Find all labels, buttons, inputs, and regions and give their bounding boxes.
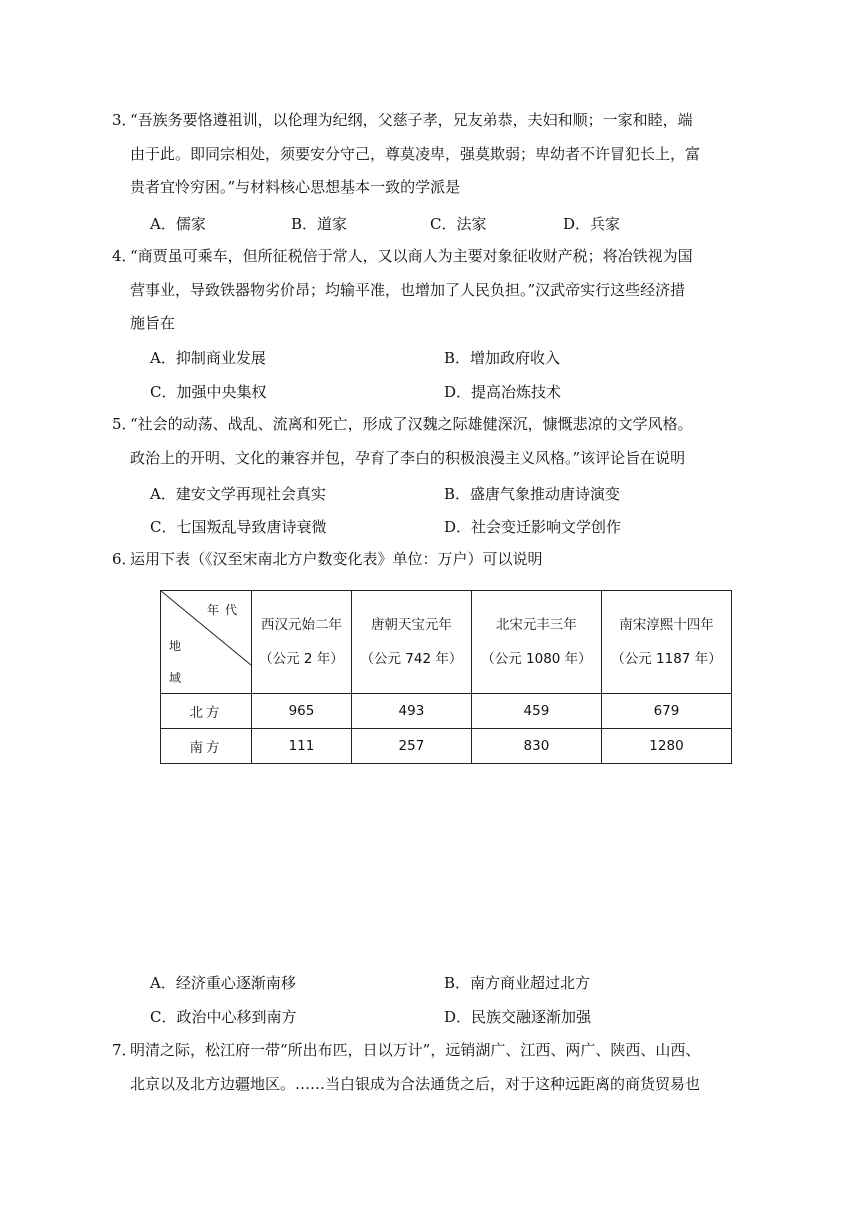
header-year: （公元 742 年） — [360, 651, 463, 667]
question-line: 施旨在 — [130, 314, 176, 332]
question-line: 明清之际，松江府一带“所出布匹，日以万计”，远销湖广、江西、两广、陕西、山西、 — [130, 1041, 701, 1059]
question-line: 运用下表（《汉至宋南北方户数变化表》单位：万户）可以说明 — [130, 550, 543, 568]
question-line: “社会的动荡、战乱、流离和死亡，形成了汉魏之际雄健深沉，慷慨悲凉的文学风格。 — [130, 415, 693, 433]
header-dynasty: 南宋淳熙十四年 — [619, 617, 714, 633]
table-cell: 459 — [471, 694, 601, 729]
table-cell: 965 — [252, 694, 352, 729]
corner-label-region-1: 地 — [169, 639, 182, 653]
question-line: “商贾虽可乘车，但所征税倍于常人，又以商人为主要对象征收财产税；将冶铁视为国 — [130, 247, 693, 265]
question-number: 4． — [112, 247, 137, 265]
table-cell: 679 — [601, 694, 731, 729]
table-cell: 1280 — [601, 729, 731, 764]
table-header-cell — [252, 591, 352, 694]
option-a[interactable]: A．建安文学再现社会真实 — [150, 485, 326, 503]
question-number: 6． — [112, 550, 137, 568]
option-d[interactable]: D．兵家 — [563, 215, 621, 233]
table-cell: 257 — [351, 729, 471, 764]
option-d[interactable]: D．民族交融逐渐加强 — [444, 1008, 592, 1026]
option-c[interactable]: C．加强中央集权 — [150, 383, 267, 401]
table-row — [161, 694, 732, 729]
table-header-cell — [351, 591, 471, 694]
option-a[interactable]: A．经济重心逐渐南移 — [150, 974, 296, 992]
question-number: 5． — [112, 415, 137, 433]
option-d[interactable]: D．提高冶炼技术 — [444, 383, 562, 401]
corner-label-region-2: 域 — [169, 671, 182, 685]
row-label-north: 北方 — [161, 694, 252, 729]
table-header-row — [161, 591, 732, 694]
option-a[interactable]: A．儒家 — [150, 215, 206, 233]
question-line: 营事业，导致铁器物劣价昂；均输平准，也增加了人民负担。”汉武帝实行这些经济措 — [130, 280, 686, 299]
header-year: （公元 1080 年） — [481, 651, 592, 667]
question-4 — [112, 240, 732, 341]
option-b[interactable]: B．南方商业超过北方 — [444, 974, 591, 992]
question-line: 贵者宜怜穷困。”与材料核心思想基本一致的学派是 — [130, 178, 461, 196]
row-label-south: 南方 — [161, 729, 252, 764]
table-cell: 830 — [471, 729, 601, 764]
corner-label-era: 年代 — [206, 603, 243, 617]
question-6 — [112, 543, 732, 577]
table-cell: 493 — [351, 694, 471, 729]
question-line: 由于此。即同宗相处，须要安分守己，尊莫凌卑，强莫欺弱；卑幼者不许冒犯长上，富 — [130, 144, 701, 163]
option-c[interactable]: C．七国叛乱导致唐诗衰微 — [150, 518, 327, 536]
table-cell: 111 — [252, 729, 352, 764]
option-b[interactable]: B．道家 — [291, 215, 348, 233]
question-line: 政治上的开明、文化的兼容并包，孕育了李白的积极浪漫主义风格。”该评论旨在说明 — [130, 448, 686, 467]
header-dynasty: 西汉元始二年 — [260, 617, 342, 633]
question-number: 7． — [112, 1041, 137, 1059]
option-d[interactable]: D．社会变迁影响文学创作 — [444, 518, 622, 536]
question-3 — [112, 104, 732, 205]
question-7 — [112, 1034, 732, 1101]
household-table — [160, 590, 732, 764]
header-dynasty: 唐朝天宝元年 — [370, 617, 452, 633]
table-header-cell — [601, 591, 731, 694]
option-a[interactable]: A．抑制商业发展 — [150, 349, 266, 367]
question-number: 3． — [112, 111, 137, 129]
header-year: （公元 2 年） — [259, 651, 344, 667]
table-header-cell — [471, 591, 601, 694]
question-5 — [112, 408, 732, 475]
option-b[interactable]: B．增加政府收入 — [444, 349, 561, 367]
header-dynasty: 北宋元丰三年 — [495, 617, 577, 633]
option-b[interactable]: B．盛唐气象推动唐诗演变 — [444, 485, 621, 503]
option-c[interactable]: C．法家 — [430, 215, 487, 233]
table-corner-cell — [161, 591, 252, 694]
option-c[interactable]: C．政治中心移到南方 — [150, 1008, 297, 1026]
question-line: 北京以及北方边疆地区。……当白银成为合法通货之后，对于这种远距离的商货贸易也 — [130, 1074, 701, 1093]
question-line: “吾族务要恪遵祖训，以伦理为纪纲，父慈子孝，兄友弟恭，夫妇和顺；一家和睦，端 — [130, 111, 693, 129]
table-row — [161, 729, 732, 764]
header-year: （公元 1187 年） — [611, 651, 722, 667]
